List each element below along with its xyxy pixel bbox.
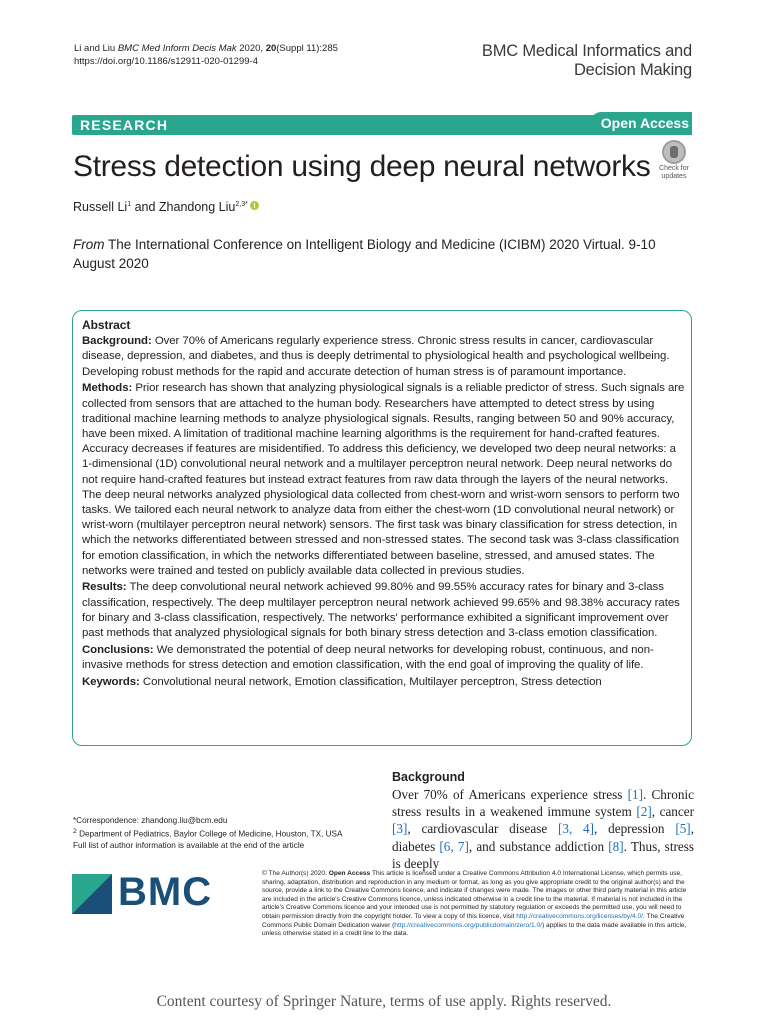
reference-link[interactable]: [2]: [636, 804, 652, 820]
open-access-badge: Open Access: [591, 112, 692, 135]
check-for-updates-icon: [662, 140, 686, 164]
abstract-box: [72, 310, 692, 746]
abstract-keywords: Keywords: Convolutional neural network, Emotion classification, Multilayer perceptron, Stress detection: [82, 675, 602, 688]
author-affiliation-marker: 2,3*: [235, 201, 248, 208]
author-info-note: Full list of author information is available at the end of the article: [73, 840, 305, 850]
citation-journal: BMC Med Inform Decis Mak: [117, 43, 237, 54]
reference-link[interactable]: [5]: [675, 821, 691, 837]
author-separator: and: [131, 200, 159, 215]
public-domain-link[interactable]: http://creativecommons.org/publicdomain/zero/1.0/: [394, 921, 542, 929]
author-name[interactable]: Zhandong Liu: [158, 200, 236, 215]
conference-text: The International Conference on Intelligent Biology and Medicine (ICIBM) 2020 Virtual. 9-10 August 2020: [73, 237, 656, 271]
research-banner: [72, 115, 692, 135]
journal-name-line2: Decision Making: [573, 61, 692, 79]
research-label: RESEARCH: [80, 117, 169, 133]
conference-source: [73, 235, 673, 273]
courtesy-notice: Content courtesy of Springer Nature, terms of use apply. Rights reserved.: [156, 993, 612, 1010]
check-for-updates-button[interactable]: [653, 140, 695, 182]
journal-name: [482, 42, 692, 80]
reference-link[interactable]: [3, 4]: [558, 821, 595, 837]
license-link[interactable]: http://creativecommons.org/licenses/by/4.0/: [516, 912, 644, 920]
citation-authors: Li and Liu: [74, 43, 118, 54]
journal-name-line1: BMC Medical Informatics and: [481, 42, 692, 60]
abstract-conclusions: Conclusions: We demonstrated the potential of deep neural networks for developing robust, continuous, and non-invasive methods for stress detection and emotion classification, with the end goal of improving the quality of life.: [82, 643, 654, 671]
bmc-logo: [72, 872, 222, 916]
abstract-background: Background: Over 70% of Americans regularly experience stress. Chronic stress results in cancer, cardiovascular disease, depression, and diabetes, and thus is deeply detrimental to physiological health and psychological wellbeing. Developing robust methods for the rapid and accurate detection of human stress is of paramount importance.: [82, 335, 670, 378]
from-label: From: [73, 237, 105, 252]
abstract-heading: Abstract: [82, 318, 131, 332]
author-affiliation-marker: 1: [127, 201, 132, 208]
affiliation-note: $^2$ Department of Pediatrics, Baylor College of Medicine, Houston, TX, USA: [73, 828, 343, 839]
reference-link[interactable]: [3]: [392, 821, 408, 837]
citation-line: [74, 42, 338, 55]
reference-link[interactable]: [1]: [627, 787, 643, 802]
bmc-logo-icon: [72, 874, 112, 914]
check-for-updates-label: Check for updates: [659, 165, 689, 180]
doi-link[interactable]: https://doi.org/10.1186/s12911-020-01299-4: [74, 56, 258, 67]
bmc-logo-text: BMC: [118, 870, 213, 914]
background-paragraph: Over 70% of Americans experience stress [1]. Chronic stress results in a weakened immune system [2], cancer [3], cardiovascular disease [3, 4], depression [5], diabetes [6, 7], and substance addiction [8]. Thus, stress is deeply: [392, 787, 694, 871]
article-title: Stress detection using deep neural networks: [73, 150, 651, 183]
section-heading-background: Background: [392, 770, 465, 784]
abstract-results: Results: The deep convolutional neural network achieved 99.80% and 99.55% accuracy rates for binary and 3-class classification, respectively. The deep multilayer perceptron neural network achieved 99.65% and 98.38% accuracy rates for binary and 3-class classification, respectively. The networks' performance exhibited a significant improvement over past methods that analyzed physiological signals for both binary stress detection and 3-class emotion classification.: [82, 581, 680, 640]
citation-volume: 20: [265, 43, 277, 54]
footnotes: [73, 815, 373, 851]
abstract-methods: Methods: Prior research has shown that analyzing physiological signals is a reliable predictor of stress. Such signals are collected from sensors that are attached to the human body. Researchers have attempted to detect stress by using traditional machine learning methods to analyze physiological signals. Results, ranging between 50 and 90% accuracy, have been mixed. A limitation of traditional machine learning algorithms is the requirement for hand-crafted features. Accuracy decreases if features are misidentified. To address this deficiency, we developed two deep neural networks: a 1-dimensional (1D) convolutional neural network and a multilayer perceptron neural network. Deep neural networks do not require hand-crafted features but instead extract features from raw data through the layers of the neural networks. The deep neural networks analyzed physiological data collected from chest-worn and wrist-worn sensors to perform two tasks. We tailored each neural network to analyze data from either the chest-worn (1D convolutional neural network) or wrist-worn (multilayer perceptron neural network) sensors. The first task was binary classification for stress detection, in which the networks differentiated between stressed and non-stressed states. The second task was 3-class classification for emotion classification, in which the networks differentiated between baseline, stressed, and amused states. The networks were trained and tested on publicly available data collected in previous studies.: [82, 382, 685, 577]
citation-year: 2020,: [236, 43, 266, 54]
citation-issue: (Suppl 11):285: [276, 43, 338, 54]
license-text: © The Author(s) 2020. Open Access This article is licensed under a Creative Commons Attribution 4.0 International License, which permits use, sharing, adaptation, distribution and reproduction in any medium or format, as long as you give appropriate credit to the original author(s) and the source, provide a link to the Creative Commons licence, and indicate if changes were made. The images or other third party material in this article are included in the article's Creative Commons licence, unless indicated otherwise in a credit line to the material. If material is not included in the article's Creative Commons licence and your intended use is not permitted by statutory regulation or exceeds the permitted use, you will need to obtain permission directly from the copyright holder. To view a copy of this licence, visit http://creativecommons.org/licenses/by/4.0/. The Creative Commons Public Domain Dedication waiver (http://creativecommons.org/publicdomain/zero/1.0/) applies to the data made available in this article, unless otherwise stated in a credit line to the data.: [262, 870, 687, 938]
author-list: [73, 197, 259, 215]
author-name[interactable]: Russell Li: [73, 200, 128, 215]
article-citation: [74, 42, 338, 68]
reference-link[interactable]: [8]: [608, 838, 624, 854]
reference-link[interactable]: [6, 7]: [439, 838, 469, 854]
orcid-icon[interactable]: [250, 201, 259, 210]
correspondence-note: *Correspondence: zhandong.liu@bcm.edu: [73, 816, 228, 825]
